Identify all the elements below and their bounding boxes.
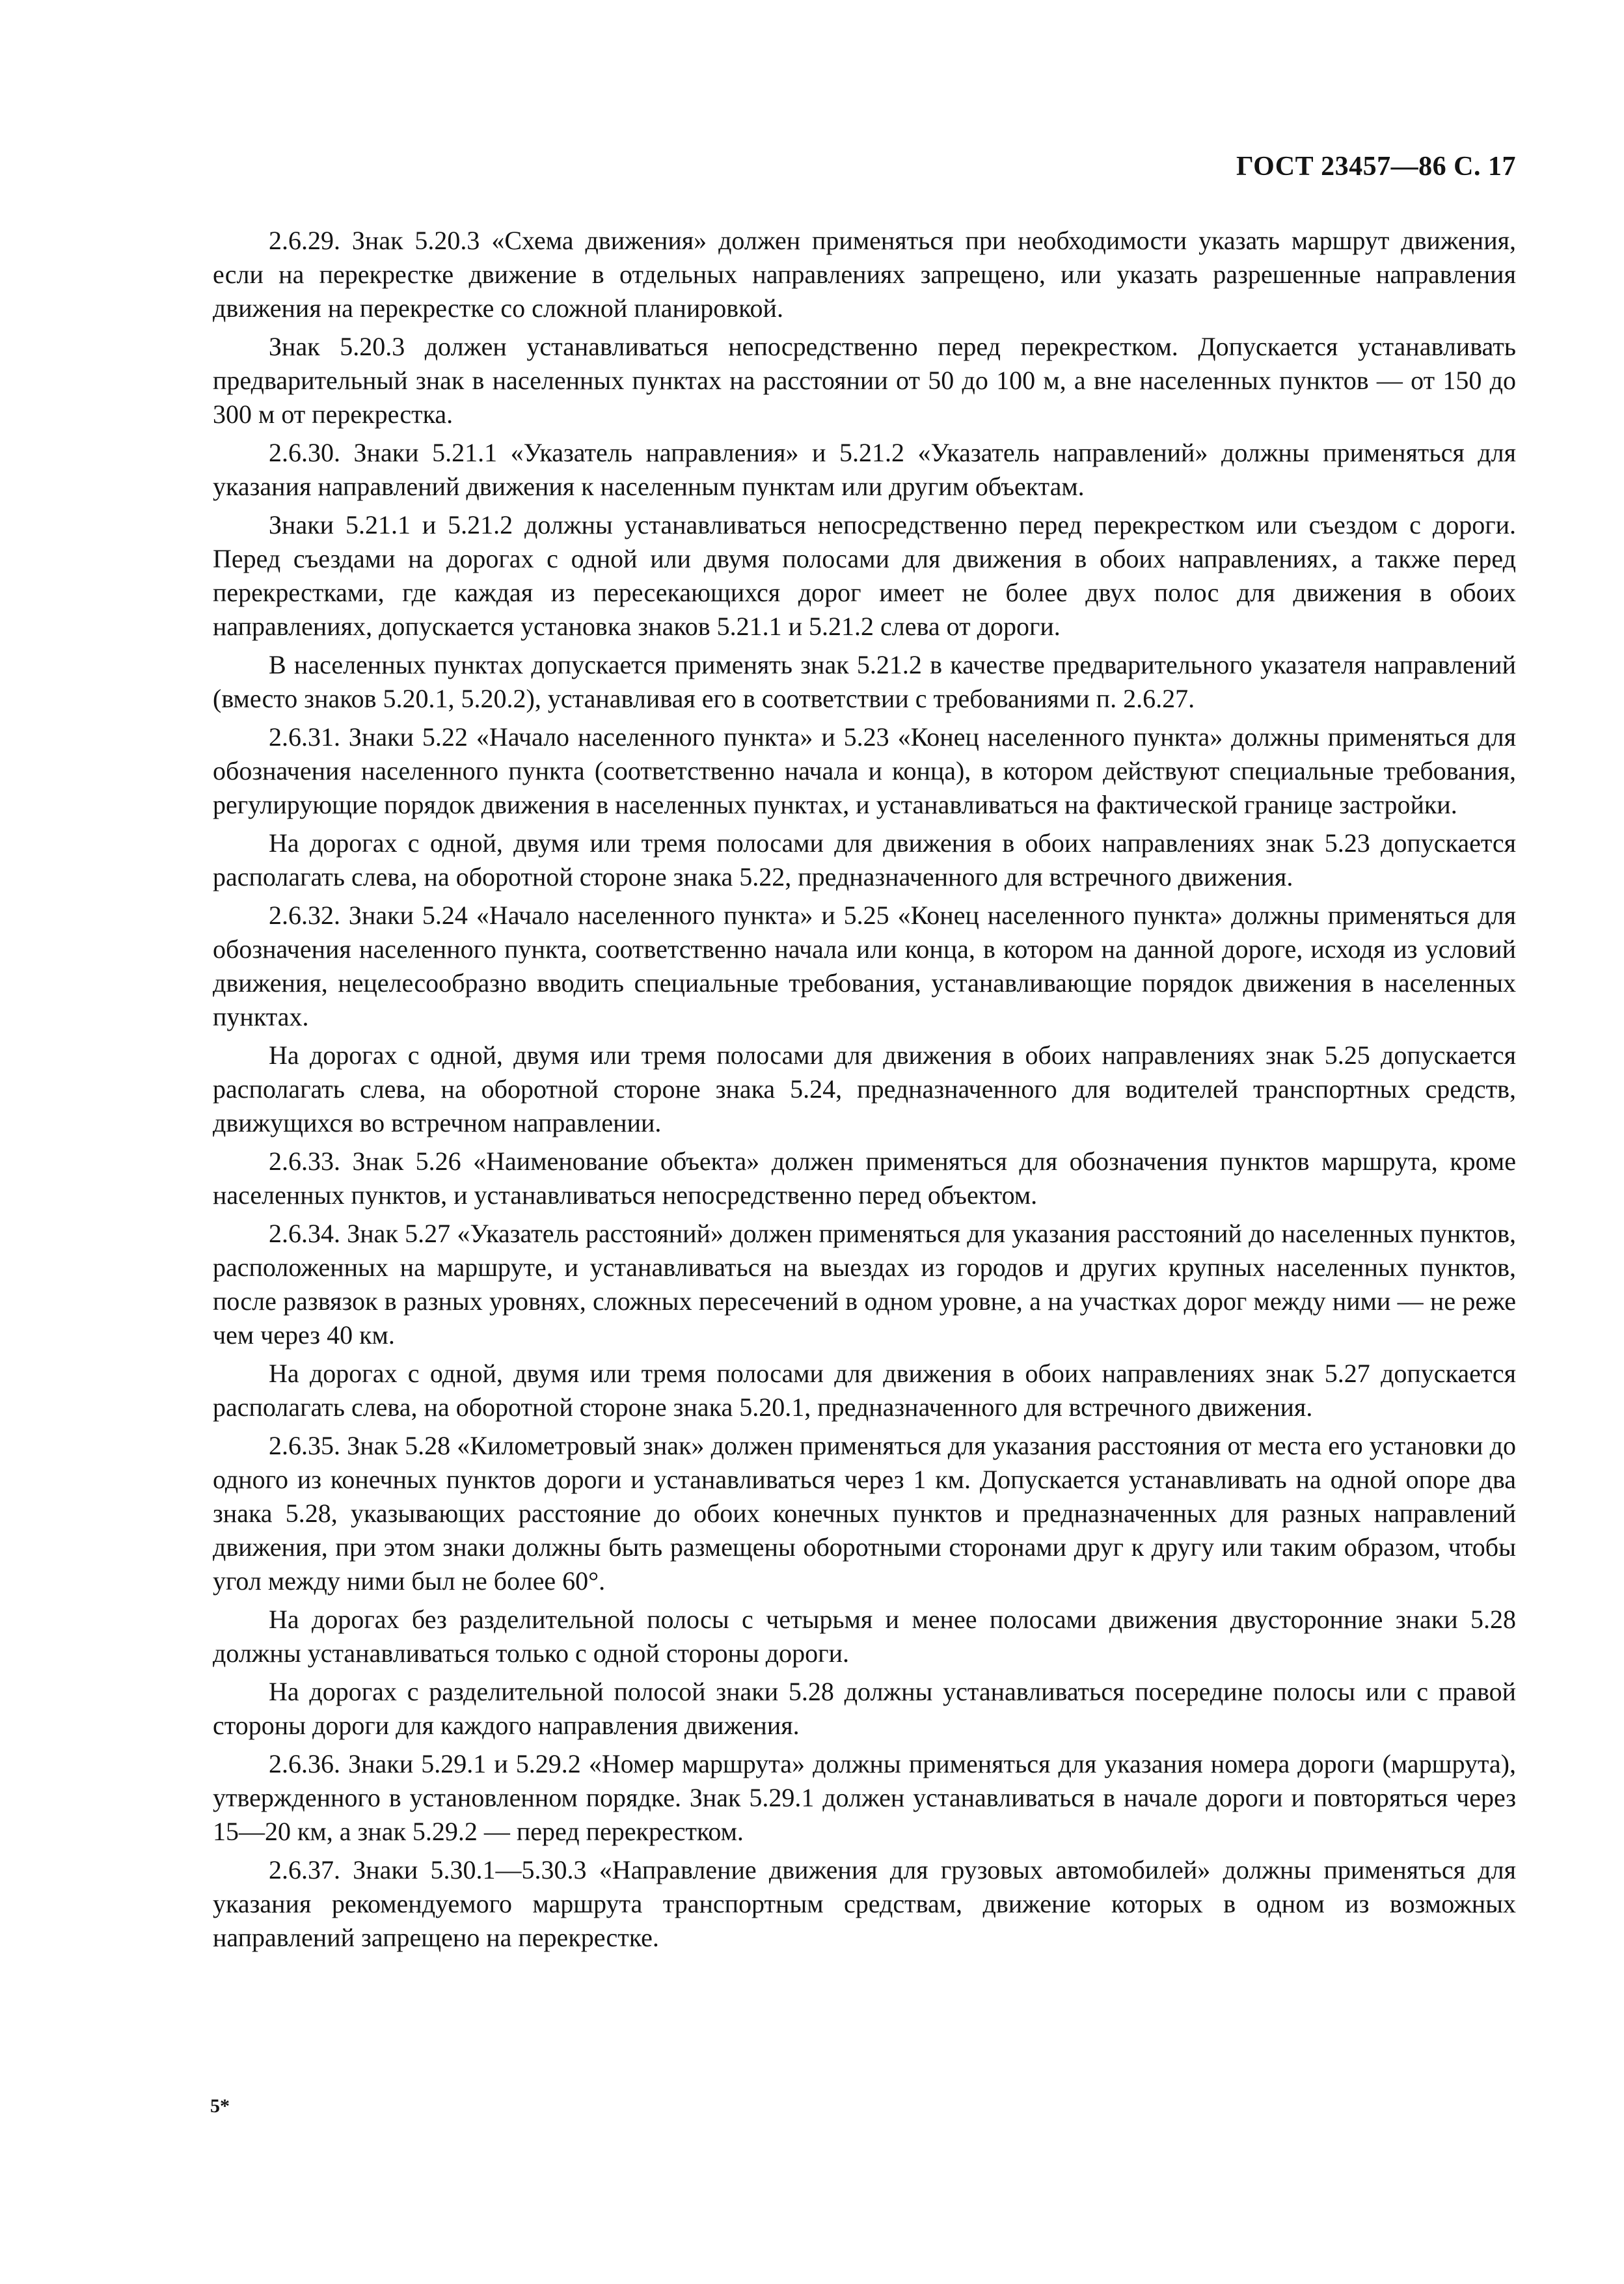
paragraph: 2.6.36. Знаки 5.29.1 и 5.29.2 «Номер маршрута» должны применяться для указания номера дороги (маршрута), утвержденного в установленном порядке. Знак 5.29.1 должен устанавливаться в начале дороги и повторяться через 15—20 км, а знак 5.29.2 — перед перекрестком.: [213, 1749, 1516, 1846]
paragraph: На дорогах с разделительной полосой знаки 5.28 должны устанавливаться посередине полосы или с правой стороны дороги для каждого направления движения.: [213, 1677, 1516, 1740]
paragraph: На дорогах без разделительной полосы с четырьмя и менее полосами движения двусторонние знаки 5.28 должны устанавливаться только с одной стороны дороги.: [213, 1605, 1516, 1668]
paragraph: 2.6.35. Знак 5.28 «Километровый знак» должен применяться для указания расстояния от места его установки до одного из конечных пунктов дороги и устанавливаться через 1 км. Допускается устанавливать на одной опоре два знака 5.28, указывающих расстояние до обоих конечных пунктов и предназначенных для разных направлений движения, при этом знаки должны быть размещены оборотными сторонами друг к другу или таким образом, чтобы угол между ними был не более 60°.: [213, 1431, 1516, 1596]
paragraph: 2.6.32. Знаки 5.24 «Начало населенного пункта» и 5.25 «Конец населенного пункта» должны применяться для обозначения населенного пункта, соответственно начала или конца, в котором на данной дороге, исходя из условий движения, нецелесообразно вводить специальные требования, устанавливающие порядок движения в населенных пунктах.: [213, 901, 1516, 1031]
body-text: [213, 224, 1516, 1955]
paragraph: Знак 5.20.3 должен устанавливаться непосредственно перед перекрестком. Допускается устанавливать предварительный знак в населенных пунктах на расстоянии от 50 до 100 м, а вне населенных пунктов — от 150 до 300 м от перекрестка.: [213, 332, 1516, 429]
paragraph: В населенных пунктах допускается применять знак 5.21.2 в качестве предварительного указателя направлений (вместо знаков 5.20.1, 5.20.2), устанавливая его в соответствии с требованиями п. 2.6.27.: [213, 650, 1516, 713]
paragraph: На дорогах с одной, двумя или тремя полосами для движения в обоих направлениях знак 5.27 допускается располагать слева, на оборотной стороне знака 5.20.1, предназначенного для встречного движения.: [213, 1359, 1516, 1422]
paragraph: 2.6.30. Знаки 5.21.1 «Указатель направления» и 5.21.2 «Указатель направлений» должны применяться для указания направлений движения к населенным пунктам или другим объектам.: [213, 438, 1516, 501]
paragraph: Знаки 5.21.1 и 5.21.2 должны устанавливаться непосредственно перед перекрестком или съездом с дороги. Перед съездами на дорогах с одной или двумя полосами для движения в обоих направлениях, а также перед перекрестками, где каждая из пересекающихся дорог имеет не более двух полос для движения в обоих направлениях, допускается установка знаков 5.21.1 и 5.21.2 слева от дороги.: [213, 510, 1516, 641]
paragraph: На дорогах с одной, двумя или тремя полосами для движения в обоих направлениях знак 5.23 допускается располагать слева, на оборотной стороне знака 5.22, предназначенного для встречного движения.: [213, 828, 1516, 891]
paragraph: 2.6.37. Знаки 5.30.1—5.30.3 «Направление движения для грузовых автомобилей» должны применяться для указания рекомендуемого маршрута транспортным средствам, движение которых в одном из возможных направлений запрещено на перекрестке.: [213, 1855, 1516, 1952]
paragraph: 2.6.33. Знак 5.26 «Наименование объекта» должен применяться для обозначения пунктов маршрута, кроме населенных пунктов, и устанавливаться непосредственно перед объектом.: [213, 1147, 1516, 1210]
paragraph: 2.6.34. Знак 5.27 «Указатель расстояний» должен применяться для указания расстояний до населенных пунктов, расположенных на маршруте, и устанавливаться на выездах из городов и других крупных населенных пунктов, после развязок в разных уровнях, сложных пересечений в одном уровне, а на участках дорог между ними — не реже чем через 40 км.: [213, 1219, 1516, 1350]
paragraph: На дорогах с одной, двумя или тремя полосами для движения в обоих направлениях знак 5.25 допускается располагать слева, на оборотной стороне знака 5.24, предназначенного для водителей транспортных средств, движущихся во встречном направлении.: [213, 1040, 1516, 1137]
paragraph: 2.6.29. Знак 5.20.3 «Схема движения» должен применяться при необходимости указать маршрут движения, если на перекрестке движение в отдельных направлениях запрещено, или указать разрешенные направления движения на перекрестке со сложной планировкой.: [213, 226, 1516, 323]
page-header-title: ГОСТ 23457—86 С. 17: [1236, 152, 1516, 182]
page-signature-mark: 5*: [210, 2095, 230, 2117]
paragraph: 2.6.31. Знаки 5.22 «Начало населенного пункта» и 5.23 «Конец населенного пункта» должны применяться для обозначения населенного пункта (соответственно начала и конца), в котором действуют специальные требования, регулирующие порядок движения в населенных пунктах, и устанавливаться на фактической границе застройки.: [213, 722, 1516, 819]
